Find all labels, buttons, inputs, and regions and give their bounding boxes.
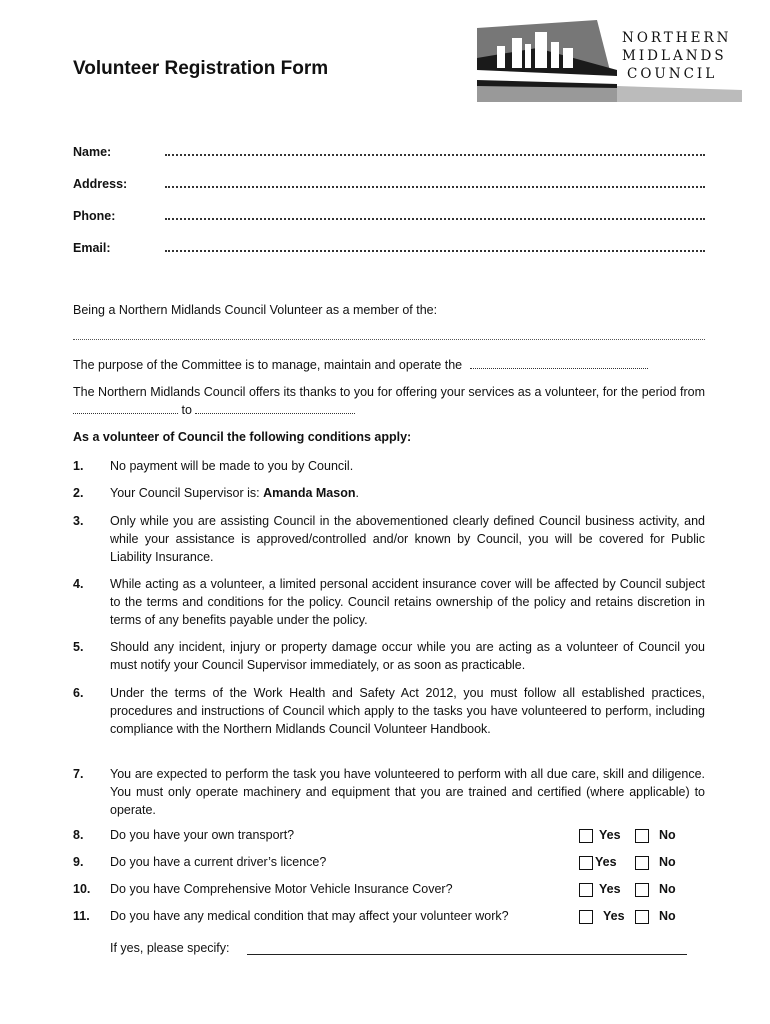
period-to-dotted-line[interactable] — [195, 403, 355, 414]
conditions-heading: As a volunteer of Council the following conditions apply: — [73, 430, 412, 444]
period-from-dotted-line[interactable] — [73, 403, 178, 414]
question-number: 9. — [73, 855, 84, 869]
condition-number: 4. — [73, 577, 84, 591]
yes-checkbox[interactable] — [579, 856, 593, 870]
intro-text: Being a Northern Midlands Council Volunteer as a member of the: — [73, 303, 438, 317]
specify-input-line[interactable] — [247, 954, 687, 955]
question-number: 10. — [73, 882, 91, 896]
yes-label: Yes — [595, 855, 617, 869]
question-text: Do you have any medical condition that may affect your volunteer work? — [110, 909, 509, 923]
phone-label: Phone: — [73, 209, 116, 223]
supervisor-suffix: . — [355, 486, 359, 500]
email-field[interactable] — [73, 241, 705, 259]
name-label: Name: — [73, 145, 112, 159]
condition-text: Only while you are assisting Council in the abovementioned clearly defined Council business activity, and while your assistance is approved/controlled and/or known by Council, you will be covered for Public Liability Insurance. — [110, 514, 705, 564]
yes-label: Yes — [603, 909, 625, 923]
thanks-to-label: to — [181, 403, 192, 417]
address-dotted-line[interactable] — [165, 186, 705, 188]
condition-number: 2. — [73, 486, 84, 500]
question-number: 11. — [73, 909, 90, 923]
condition-text: You are expected to perform the task you have volunteered to perform with all due care, skill and diligence. You must only operate machinery and equipment that you are trained and certified (where applicable) to operate. — [110, 767, 705, 817]
no-label: No — [659, 882, 676, 896]
name-field[interactable] — [73, 145, 705, 163]
condition-text: Should any incident, injury or property damage occur while you are acting as a volunteer of Council you must notify your Council Supervisor immediately, or as soon as practicable. — [110, 640, 705, 672]
page-title: Volunteer Registration Form — [73, 58, 329, 79]
condition-text — [110, 484, 705, 502]
condition-text: No payment will be made to you by Council. — [110, 459, 354, 473]
condition-number: 3. — [73, 514, 84, 528]
no-label: No — [659, 909, 676, 923]
question-text: Do you have Comprehensive Motor Vehicle Insurance Cover? — [110, 882, 453, 896]
no-checkbox[interactable] — [635, 856, 649, 870]
email-label: Email: — [73, 241, 111, 255]
purpose-text — [73, 356, 705, 374]
phone-dotted-line[interactable] — [165, 218, 705, 220]
condition-text: While acting as a volunteer, a limited personal accident insurance cover will be affected by Council subject to the terms and conditions for the policy. Council retains ownership of the policy and retains discretion in terms of any benefits payable under the policy. — [110, 577, 705, 627]
supervisor-label: Your Council Supervisor is: — [110, 486, 264, 500]
no-checkbox[interactable] — [635, 910, 649, 924]
question-licence — [73, 855, 705, 873]
council-logo — [477, 18, 747, 102]
yes-label: Yes — [599, 828, 621, 842]
yes-label: Yes — [599, 882, 621, 896]
question-medical — [73, 909, 705, 927]
question-number: 8. — [73, 828, 84, 842]
logo-line-1: NORTHERN — [622, 30, 732, 46]
address-label: Address: — [73, 177, 128, 191]
no-label: No — [659, 828, 676, 842]
condition-number: 6. — [73, 686, 84, 700]
supervisor-name: Amanda Mason — [263, 486, 356, 500]
thanks-label: The Northern Midlands Council offers its thanks to you for offering your services as a volunteer, for the period from — [73, 385, 705, 399]
name-dotted-line[interactable] — [165, 154, 705, 156]
condition-number: 1. — [73, 459, 84, 473]
yes-checkbox[interactable] — [579, 829, 593, 843]
yes-checkbox[interactable] — [579, 910, 593, 924]
purpose-label: The purpose of the Committee is to manage, maintain and operate the — [73, 358, 463, 372]
specify-label: If yes, please specify: — [110, 941, 230, 955]
address-field[interactable] — [73, 177, 705, 195]
no-label: No — [659, 855, 676, 869]
condition-number: 5. — [73, 640, 84, 654]
thanks-text — [73, 383, 705, 419]
purpose-dotted-line[interactable] — [470, 358, 648, 369]
question-insurance — [73, 882, 705, 900]
question-text: Do you have a current driver’s licence? — [110, 855, 327, 869]
phone-field[interactable] — [73, 209, 705, 227]
no-checkbox[interactable] — [635, 829, 649, 843]
condition-text: Under the terms of the Work Health and Safety Act 2012, you must follow all established practices, procedures and instructions of Council which apply to the tasks you have volunteered to perform, including compliance with the Northern Midlands Council Volunteer Handbook. — [110, 686, 705, 736]
no-checkbox[interactable] — [635, 883, 649, 897]
logo-line-3: COUNCIL — [627, 66, 718, 82]
question-transport — [73, 828, 705, 846]
yes-checkbox[interactable] — [579, 883, 593, 897]
committee-dotted-line[interactable] — [73, 339, 705, 340]
logo-line-2: MIDLANDS — [622, 48, 727, 64]
question-text: Do you have your own transport? — [110, 828, 295, 842]
email-dotted-line[interactable] — [165, 250, 705, 252]
condition-number: 7. — [73, 767, 84, 781]
